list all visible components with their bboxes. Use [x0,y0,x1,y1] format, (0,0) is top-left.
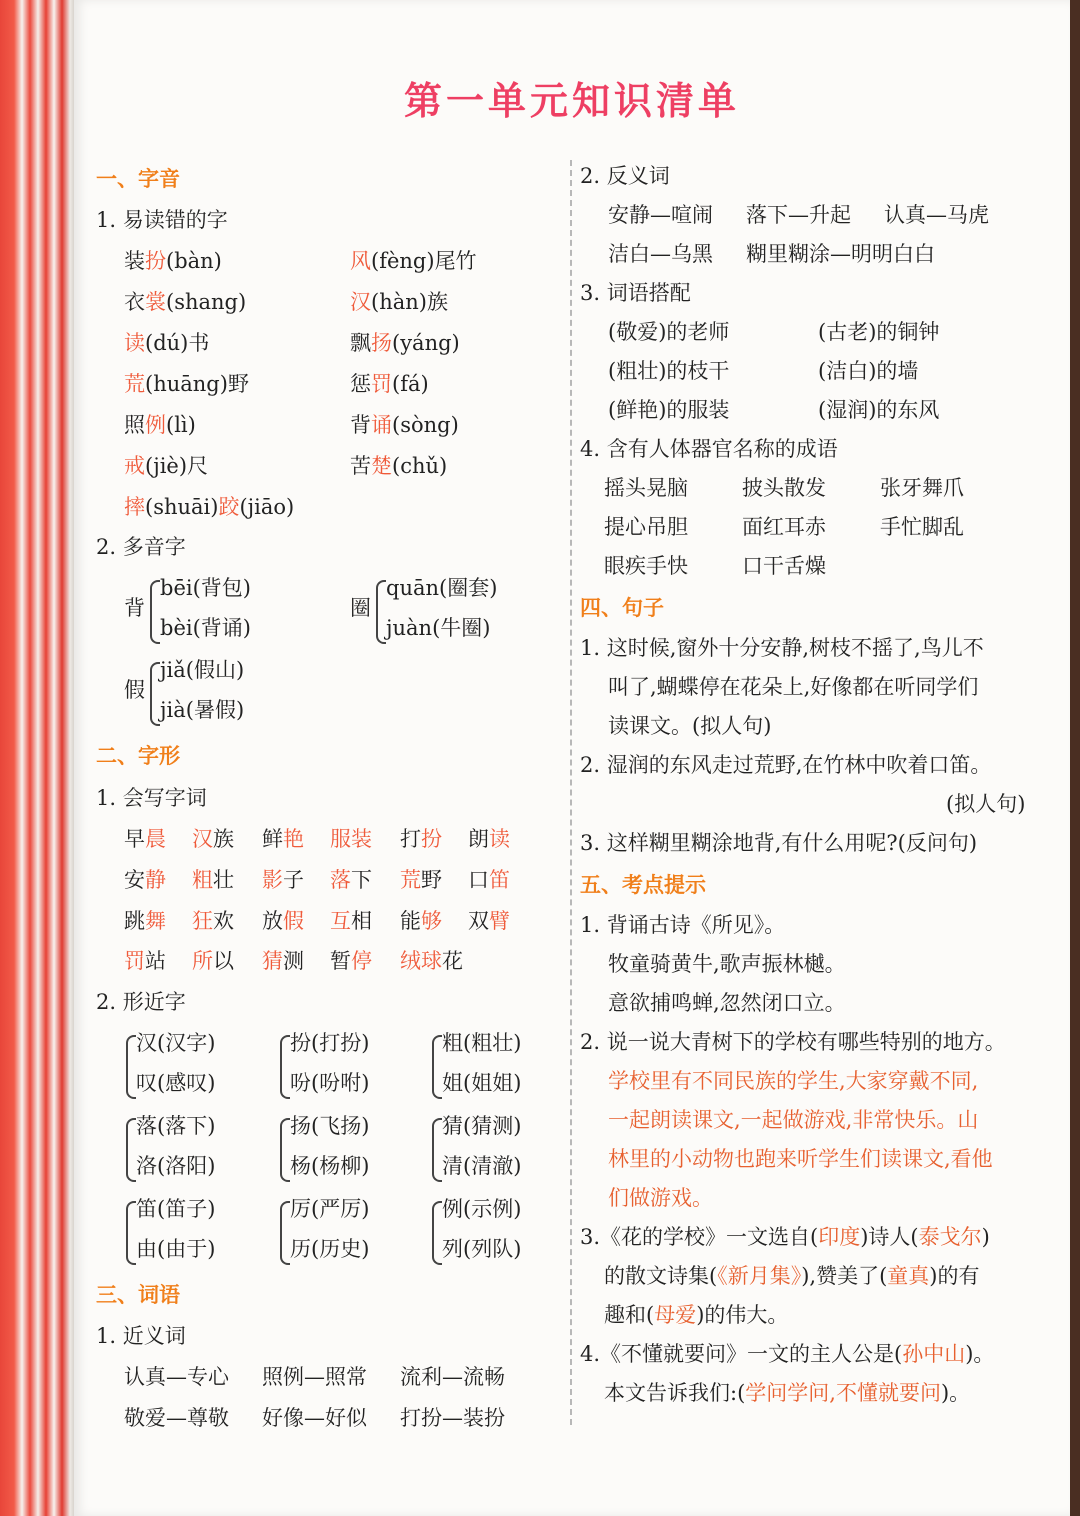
answer-line: 学校里有不同民族的学生,大家穿戴不同, [608,1069,979,1093]
writing-word: 狂欢 [192,909,234,933]
similar-char: 由(由于) [136,1237,216,1261]
similar-char: 扬(飞扬) [290,1114,370,1138]
similar-char: 吩(吩咐) [290,1071,370,1095]
polyphone-reading: jiǎ(假山) [160,658,245,682]
tip-line: 4.《不懂就要问》一文的主人公是(孙中山)。 [580,1342,995,1366]
polyphone-reading: bēi(背包) [160,576,251,600]
polyphone-char: 背 [124,596,145,620]
brace-icon [126,1035,136,1099]
writing-word: 落下 [330,868,372,892]
similar-char: 扮(打扮) [290,1031,370,1055]
answer-line: 们做游戏。 [608,1186,713,1210]
idiom: 口干舌燥 [742,554,826,578]
synonym-pair: 照例—照常 [262,1365,367,1389]
brace-icon [376,580,386,644]
pinyin-item: 衣裳(shang) [124,290,247,314]
writing-word: 暂停 [330,949,372,973]
collocation: (湿润)的东风 [818,398,940,422]
writing-word: 所以 [192,949,234,973]
writing-word: 安静 [124,868,166,892]
brace-icon [280,1201,290,1265]
writing-word: 鲜艳 [262,827,304,851]
subheading-similar-chars: 2. 形近字 [96,990,186,1014]
writing-word: 朗读 [468,827,510,851]
pinyin-item: 惩罚(fá) [350,372,429,396]
writing-word: 粗壮 [192,868,234,892]
writing-word: 绒球花 [400,949,463,973]
section-title-glyphs: 二、字形 [96,744,180,768]
writing-word: 罚站 [124,949,166,973]
sentence-line: 3. 这样糊里糊涂地背,有什么用呢?(反问句) [580,831,978,855]
book-binding [0,0,74,1516]
similar-char: 叹(感叹) [136,1071,216,1095]
writing-word: 影子 [262,868,304,892]
idiom: 摇头晃脑 [604,476,688,500]
similar-char: 猜(猜测) [442,1114,522,1138]
polyphone-reading: juàn(牛圈) [386,616,491,640]
answer-line: 林里的小动物也跑来听学生们读课文,看他 [608,1147,993,1171]
similar-char: 姐(姐姐) [442,1071,522,1095]
brace-icon [150,580,160,644]
synonym-pair: 打扮—装扮 [400,1406,505,1430]
idiom: 张牙舞爪 [880,476,964,500]
writing-word: 荒野 [400,868,442,892]
writing-word: 放假 [262,909,304,933]
tip-line: 2. 说一说大青树下的学校有哪些特别的地方。 [580,1030,1006,1054]
subheading-synonyms: 1. 近义词 [96,1324,186,1348]
section-title-vocabulary: 三、词语 [96,1283,180,1307]
pinyin-item: 装扮(bàn) [124,249,222,273]
similar-char: 汉(汉字) [136,1031,216,1055]
writing-word: 跳舞 [124,909,166,933]
pinyin-item: 荒(huāng)野 [124,372,249,396]
sentence-line: (拟人句) [946,792,1026,816]
sentence-line: 2. 湿润的东风走过荒野,在竹林中吹着口笛。 [580,753,992,777]
similar-char: 笛(笛子) [136,1197,216,1221]
poem-line: 牧童骑黄牛,歌声振林樾。 [608,952,846,976]
similar-char: 粗(粗壮) [442,1031,522,1055]
tip-line: 趣和(母爱)的伟大。 [604,1303,789,1327]
antonym-pair: 洁白—乌黑 [608,242,713,266]
polyphone-reading: jià(暑假) [160,698,245,722]
brace-icon [432,1118,442,1182]
polyphone-char: 假 [124,678,145,702]
similar-char: 洛(洛阳) [136,1154,216,1178]
subheading-misread-chars: 1. 易读错的字 [96,208,228,232]
answer-line: 一起朗读课文,一起做游戏,非常快乐。山 [608,1108,979,1132]
subheading-collocations: 3. 词语搭配 [580,281,691,305]
pinyin-item: 飘扬(yáng) [350,331,460,355]
pinyin-item: 摔(shuāi)跤(jiāo) [124,495,295,519]
section-title-pronunciation: 一、字音 [96,167,180,191]
polyphone-char: 圈 [350,596,371,620]
polyphone-reading: bèi(背诵) [160,616,251,640]
similar-char: 历(历史) [290,1237,370,1261]
pinyin-item: 读(dú)书 [124,331,210,355]
subheading-polyphones: 2. 多音字 [96,535,186,559]
collocation: (鲜艳)的服装 [608,398,730,422]
polyphone-reading: quān(圈套) [386,576,498,600]
idiom: 手忙脚乱 [880,515,964,539]
pinyin-item: 背诵(sòng) [350,413,459,437]
subheading-writing-words: 1. 会写字词 [96,786,207,810]
writing-word: 早晨 [124,827,166,851]
page-title: 第一单元知识清单 [403,79,740,123]
synonym-pair: 认真—专心 [124,1365,229,1389]
similar-char: 杨(杨柳) [290,1154,370,1178]
antonym-pair: 安静—喧闹 [608,203,713,227]
antonym-pair: 落下—升起 [746,203,851,227]
synonym-pair: 敬爱—尊敬 [124,1406,229,1430]
subheading-antonyms: 2. 反义词 [580,164,670,188]
antonym-pair: 糊里糊涂—明明白白 [746,242,935,266]
pinyin-item: 戒(jiè)尺 [124,454,209,478]
document-page [74,0,1070,1516]
writing-word: 打扮 [400,827,442,851]
writing-word: 口笛 [468,868,510,892]
brace-icon [126,1118,136,1182]
pinyin-item: 照例(lì) [124,413,196,437]
tip-line: 1. 背诵古诗《所见》。 [580,913,786,937]
sentence-line: 读课文。(拟人句) [608,714,772,738]
brace-icon [432,1201,442,1265]
brace-icon [280,1118,290,1182]
section-title-sentences: 四、句子 [580,596,664,620]
section-title-exam-tips: 五、考点提示 [580,873,706,897]
pinyin-item: 苦楚(chǔ) [350,454,448,478]
collocation: (古老)的铜钟 [818,320,940,344]
idiom: 披头散发 [742,476,826,500]
brace-icon [280,1035,290,1099]
collocation: (敬爱)的老师 [608,320,730,344]
synonym-pair: 好像—好似 [262,1406,367,1430]
similar-char: 清(清澈) [442,1154,522,1178]
tip-line: 的散文诗集(《新月集》),赞美了(童真)的有 [604,1264,980,1288]
idiom: 眼疾手快 [604,554,688,578]
brace-icon [126,1201,136,1265]
pinyin-item: 汉(hàn)族 [350,290,448,314]
writing-word: 互相 [330,909,372,933]
similar-char: 落(落下) [136,1114,216,1138]
pinyin-item: 风(fèng)尾竹 [350,249,477,273]
similar-char: 列(列队) [442,1237,522,1261]
column-divider [570,160,572,1425]
similar-char: 厉(严厉) [290,1197,370,1221]
sentence-line: 1. 这时候,窗外十分安静,树枝不摇了,鸟儿不 [580,636,984,660]
idiom: 提心吊胆 [604,515,688,539]
writing-word: 服装 [330,827,372,851]
page-edge [1070,0,1080,1516]
tip-line: 3.《花的学校》一文选自(印度)诗人(泰戈尔) [580,1225,990,1249]
writing-word: 双臂 [468,909,510,933]
similar-char: 例(示例) [442,1197,522,1221]
brace-icon [432,1035,442,1099]
brace-icon [150,662,160,726]
writing-word: 猜测 [262,949,304,973]
writing-word: 汉族 [192,827,234,851]
writing-word: 能够 [400,909,442,933]
poem-line: 意欲捕鸣蝉,忽然闭口立。 [608,991,846,1015]
synonym-pair: 流利—流畅 [400,1365,505,1389]
collocation: (洁白)的墙 [818,359,919,383]
idiom: 面红耳赤 [742,515,826,539]
tip-line: 本文告诉我们:(学问学问,不懂就要问)。 [604,1381,971,1405]
subheading-body-idioms: 4. 含有人体器官名称的成语 [580,437,838,461]
antonym-pair: 认真—马虎 [884,203,989,227]
collocation: (粗壮)的枝干 [608,359,730,383]
sentence-line: 叫了,蝴蝶停在花朵上,好像都在听同学们 [608,675,979,699]
